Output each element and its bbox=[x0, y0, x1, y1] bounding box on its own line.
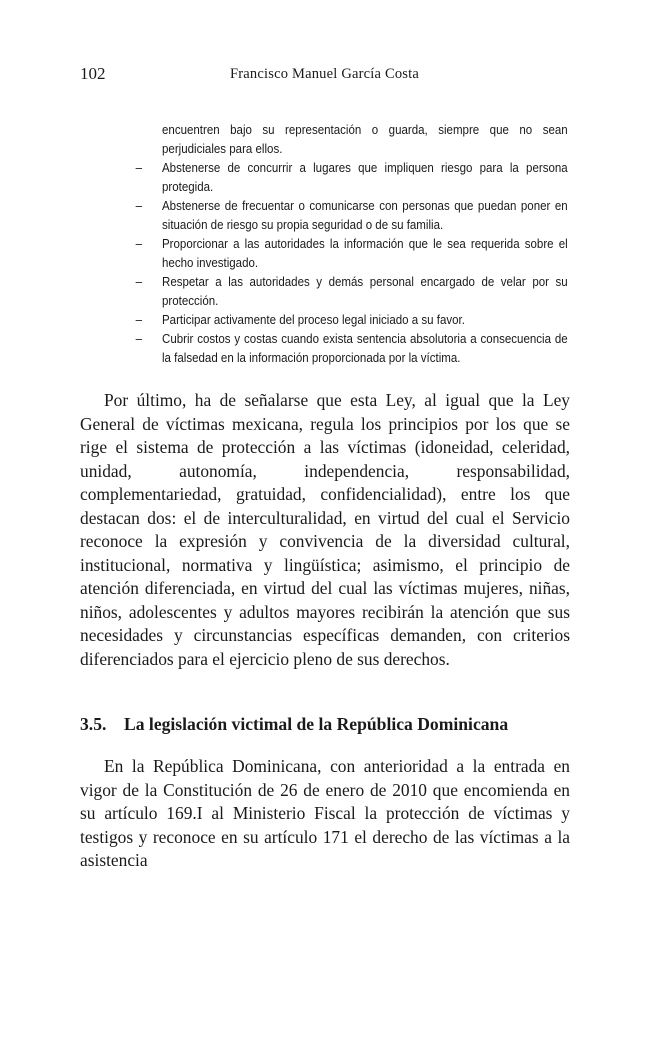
book-page bbox=[80, 64, 570, 890]
list-item-text: Cubrir costos y costas cuando exista sentencia absolutoria a consecuencia de la falsedad en la información proporcionada por la víctima. bbox=[162, 331, 568, 365]
running-head bbox=[80, 64, 570, 88]
list-item bbox=[135, 158, 568, 196]
dash-marker: – bbox=[135, 198, 143, 213]
quote-continuation: encuentren bajo su representación o guarda, siempre que no sean perjudiciales para ellos. bbox=[162, 122, 568, 156]
list-item bbox=[135, 310, 568, 329]
list-item-text: Abstenerse de concurrir a lugares que impliquen riesgo para la persona protegida. bbox=[162, 160, 568, 194]
list-item-text: Participar activamente del proceso legal iniciado a su favor. bbox=[162, 312, 465, 327]
list-item bbox=[135, 196, 568, 234]
section-title: La legislación victimal de la República Dominicana bbox=[124, 714, 509, 734]
list-item bbox=[135, 272, 568, 310]
running-head-author: Francisco Manuel García Costa bbox=[230, 66, 420, 82]
list-item-text: Abstenerse de frecuentar o comunicarse con personas que puedan poner en situación de riesgo su propia seguridad o de su familia. bbox=[162, 198, 568, 232]
list-item-text: Proporcionar a las autoridades la información que le sea requerida sobre el hecho investigado. bbox=[162, 236, 568, 270]
body-paragraph: Por último, ha de señalarse que esta Ley, al igual que la Ley General de víctimas mexicana, regula los principios por los que se rige el sistema de protección a las víctimas (idoneidad, celeridad, unidad, autonomía, independencia, responsabilidad, complementariedad, gratuidad, confidencialidad), entre los que destacan dos: el de interculturalidad, en virtud del cual el Servicio reconoce la expresión y convivencia de la diversidad cultural, institucional, normativa y lingüística; asimismo, el principio de atención diferenciada, en virtud del cual las víctimas mujeres, niñas, niños, adolescentes y adultos mayores recibirán la atención que sus necesidades y circunstancias específicas demanden, con criterios diferenciados para el ejercicio pleno de sus derechos. bbox=[80, 390, 570, 669]
dash-marker: – bbox=[135, 274, 143, 289]
list-item-text: Respetar a las autoridades y demás personal encargado de velar por su protección. bbox=[162, 274, 568, 308]
dash-marker: – bbox=[135, 312, 143, 327]
list-item bbox=[135, 234, 568, 272]
list-item bbox=[135, 329, 568, 367]
section-number: 3.5. bbox=[80, 714, 107, 734]
section-heading bbox=[80, 711, 570, 737]
dash-marker: – bbox=[135, 331, 143, 346]
page-number: 102 bbox=[80, 64, 106, 83]
dash-marker: – bbox=[135, 236, 143, 251]
body-paragraph: En la República Dominicana, con anterioridad a la entrada en vigor de la Constitución de 26 de enero de 2010 que encomienda en su artículo 169.I al Ministerio Fiscal la protección de víctimas y testigos y reconoce en su artículo 171 el derecho de las víctimas a la asistencia bbox=[80, 756, 570, 870]
dash-marker: – bbox=[135, 160, 143, 175]
quoted-list-block bbox=[135, 120, 568, 367]
